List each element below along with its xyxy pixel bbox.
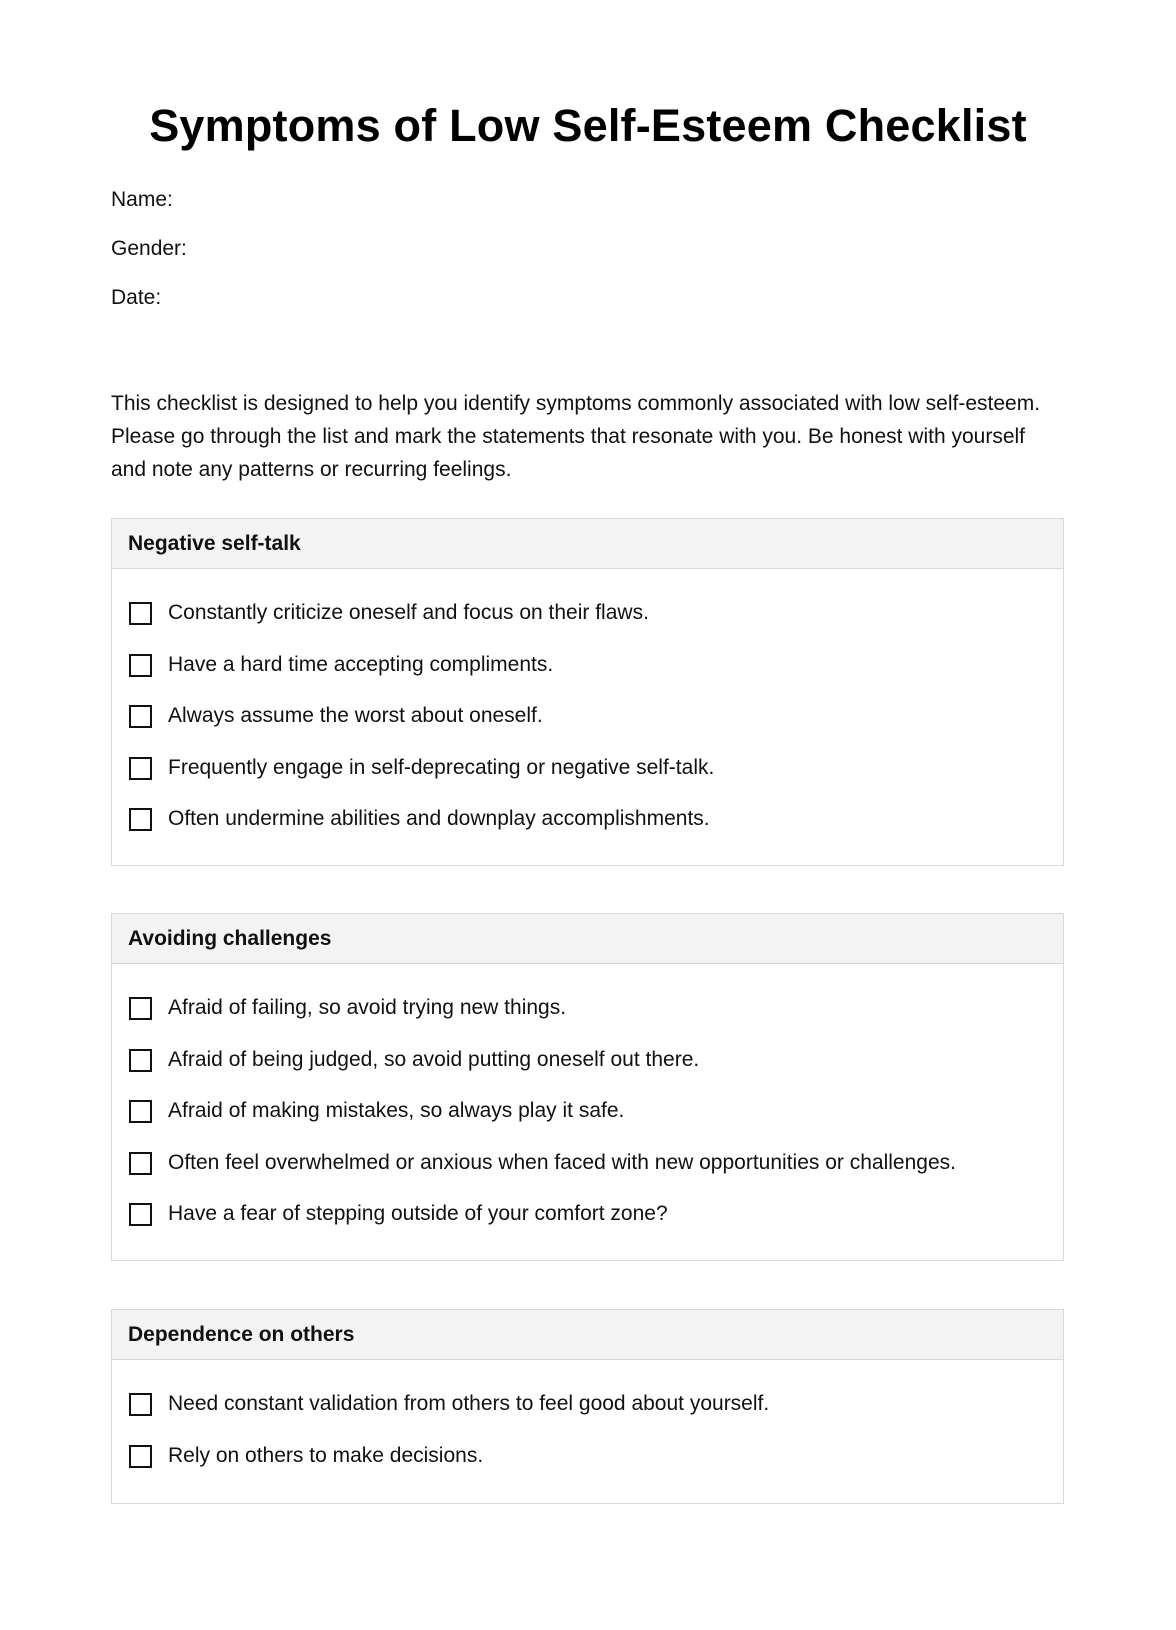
checkbox[interactable] — [129, 1152, 152, 1175]
checklist-item-text: Often undermine abilities and downplay accomplishments. — [168, 807, 710, 830]
checklist-item-text: Constantly criticize oneself and focus on their flaws. — [168, 601, 649, 624]
section-dependence-on-others — [111, 1309, 1064, 1504]
checkbox[interactable] — [129, 1100, 152, 1123]
checklist-item — [112, 1151, 1063, 1203]
checkbox[interactable] — [129, 1203, 152, 1226]
checkbox[interactable] — [129, 757, 152, 780]
checklist-item-text: Often feel overwhelmed or anxious when faced with new opportunities or challenges. — [168, 1150, 956, 1174]
checklist-item-text: Have a fear of stepping outside of your comfort zone? — [168, 1202, 668, 1225]
checklist-item — [112, 1099, 1063, 1151]
checkbox[interactable] — [129, 1049, 152, 1072]
intro-paragraph: This checklist is designed to help you identify symptoms commonly associated with low self-esteem. Please go through the list and mark the statements that resonate with you. Be honest with yourself and note any patterns or recurring feelings. — [111, 392, 1041, 481]
checklist-item — [112, 996, 1063, 1048]
checklist-item — [112, 601, 1063, 653]
checklist-item — [112, 1392, 1063, 1444]
checklist-item — [112, 1444, 1063, 1496]
section-heading: Dependence on others — [112, 1310, 1063, 1360]
checkbox[interactable] — [129, 1445, 152, 1468]
checkbox[interactable] — [129, 654, 152, 677]
checkbox[interactable] — [129, 997, 152, 1020]
checklist-item-text: Always assume the worst about oneself. — [168, 704, 543, 727]
checklist-item-text: Afraid of failing, so avoid trying new things. — [168, 996, 567, 1019]
checklist-item — [112, 704, 1063, 756]
section-heading: Negative self-talk — [112, 519, 1063, 569]
checkbox[interactable] — [129, 602, 152, 625]
checklist-item — [112, 756, 1063, 808]
checkbox[interactable] — [129, 1393, 152, 1416]
checklist-item — [112, 1202, 1063, 1254]
page-title: Symptoms of Low Self-Esteem Checklist — [149, 100, 1027, 151]
gender-field-label: Gender: — [111, 237, 187, 260]
checklist-item — [112, 653, 1063, 705]
name-field-label: Name: — [111, 188, 173, 211]
checklist-items — [112, 964, 1063, 1254]
checkbox[interactable] — [129, 705, 152, 728]
checklist-item-text: Afraid of being judged, so avoid putting oneself out there. — [168, 1047, 700, 1071]
checklist-item — [112, 807, 1063, 859]
checklist-item-text: Frequently engage in self-deprecating or negative self-talk. — [168, 755, 715, 779]
section-negative-self-talk — [111, 518, 1064, 866]
checklist-item-text: Have a hard time accepting compliments. — [168, 652, 554, 676]
checklist-item-text: Need constant validation from others to feel good about yourself. — [168, 1392, 770, 1415]
checklist-items — [112, 1360, 1063, 1495]
checklist-item-text: Afraid of making mistakes, so always play it safe. — [168, 1099, 625, 1122]
date-field-label: Date: — [111, 286, 162, 309]
checkbox[interactable] — [129, 808, 152, 831]
section-heading: Avoiding challenges — [112, 914, 1063, 964]
section-avoiding-challenges — [111, 913, 1064, 1261]
checklist-item — [112, 1048, 1063, 1100]
checklist-item-text: Rely on others to make decisions. — [168, 1443, 484, 1467]
checklist-items — [112, 569, 1063, 859]
